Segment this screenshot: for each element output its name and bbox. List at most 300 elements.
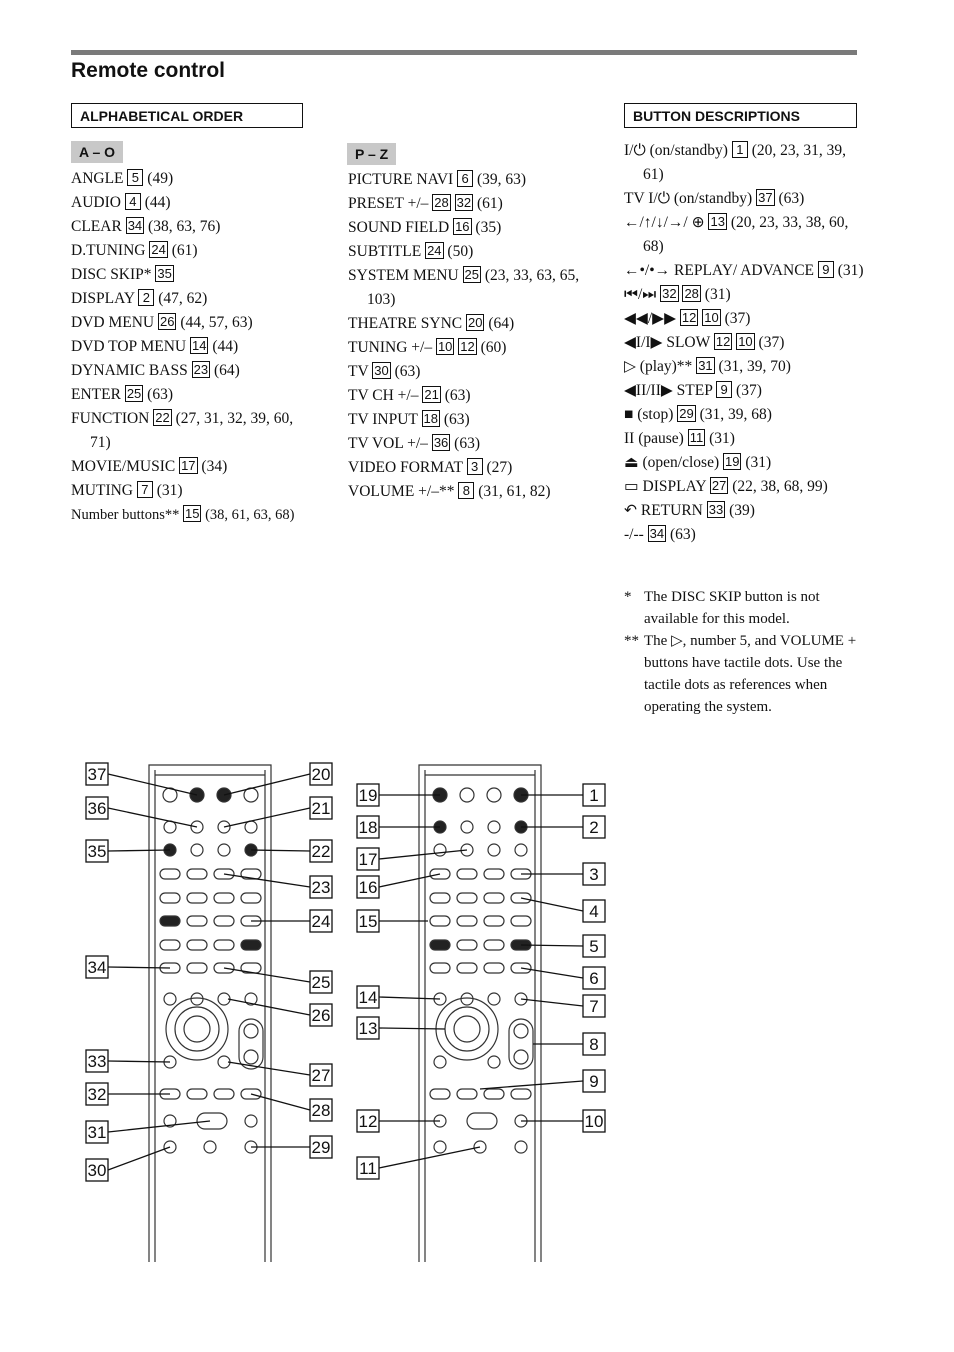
entry-label: ↶ RETURN: [624, 502, 703, 519]
callout-leader: [108, 1061, 170, 1062]
callout-leader: [108, 774, 197, 795]
entry-label: DISC SKIP*: [71, 266, 152, 283]
button-number-box: 26: [159, 314, 175, 329]
entry-page-refs: (35): [475, 219, 502, 236]
callout-label: 32: [87, 1085, 107, 1104]
callout-label: 29: [311, 1138, 331, 1157]
remote-oval-button: [214, 916, 234, 926]
entry-label: TV VOL +/–: [348, 435, 428, 452]
callout-label: 13: [358, 1019, 378, 1038]
button-number-box: 24: [151, 242, 166, 257]
remote-dpad-ring: [445, 1007, 489, 1051]
callout-label: 30: [87, 1161, 107, 1180]
entry-page-refs: (44): [144, 194, 171, 211]
remote-body: [149, 765, 271, 1262]
remote-button: [488, 821, 500, 833]
callout-label: 17: [358, 850, 378, 869]
callout-label: 1: [589, 786, 599, 805]
callout-number: [310, 840, 332, 862]
entry-label: VOLUME +/–**: [348, 483, 455, 500]
callout-label: 35: [87, 842, 107, 861]
entry-page-refs: (61): [476, 195, 503, 212]
remote-button: [164, 993, 176, 1005]
entry-label: I/⏻ (on/standby): [624, 142, 728, 159]
entry-page-refs: (63): [444, 387, 471, 404]
remote-oval-button: [457, 940, 477, 950]
entry-label: SYSTEM MENU: [348, 267, 459, 284]
entry-page-refs: (34): [201, 458, 228, 475]
entry-label: DVD MENU: [71, 314, 155, 331]
entry-page-refs: (31): [704, 286, 731, 303]
callout-leader: [379, 874, 440, 887]
button-number-box: 34: [649, 526, 665, 541]
remote-button: [515, 844, 527, 856]
remote-oval-button: [187, 1089, 207, 1099]
remote-volume-minus: [514, 1050, 528, 1064]
entry-page-refs: (63): [778, 190, 805, 207]
tag-a-o: A – O: [71, 141, 123, 163]
remote-oval-button: [187, 940, 207, 950]
button-number-box: 31: [698, 358, 713, 373]
button-number-box: 36: [433, 435, 449, 450]
callout-leader: [251, 1094, 310, 1110]
entry-page-refs: (31): [156, 482, 183, 499]
callout-leader: [224, 968, 310, 982]
remote-button: [434, 1056, 446, 1068]
callout-leader: [108, 967, 170, 968]
entry-page-refs: (20, 23, 33, 38, 60, 68): [643, 214, 849, 255]
button-number-box: 6: [457, 170, 473, 187]
entry-label: ⏮/⏭: [624, 286, 657, 303]
remote-oval-button: [187, 893, 207, 903]
button-number-box: 35: [157, 266, 172, 281]
remote-volume: [509, 1019, 533, 1069]
remote-oval-button: [484, 963, 504, 973]
entry-label: PICTURE NAVI: [348, 171, 454, 188]
callout-leader: [379, 850, 467, 859]
callout-label: 11: [359, 1159, 377, 1178]
remote-volume-minus: [244, 1050, 258, 1064]
callout-number: [86, 840, 108, 862]
footnote-text: The DISC SKIP button is not available for this model.: [644, 589, 820, 627]
entry-label: ENTER: [71, 386, 121, 403]
remote-oval-button: [484, 940, 504, 950]
remote-button: [245, 821, 257, 833]
button-number-box: 9: [818, 261, 834, 278]
button-number-box: 18: [423, 411, 438, 426]
button-number-box: 25: [464, 267, 480, 282]
footnote-mark: *: [624, 589, 632, 605]
button-number-box: 29: [679, 406, 694, 421]
remote-button: [515, 1141, 527, 1153]
entry-label: TV CH +/–: [348, 387, 419, 404]
remote-play-button: [197, 1113, 227, 1129]
entry-label: TV INPUT: [348, 411, 418, 428]
button-number-box: 33: [708, 502, 724, 517]
callout-label: 6: [589, 969, 599, 988]
callout-label: 26: [311, 1006, 331, 1025]
entry-page-refs: (38, 63, 76): [148, 218, 221, 235]
button-number-box: 19: [725, 454, 740, 469]
remote-button: [434, 844, 446, 856]
callout-number: [86, 1121, 108, 1143]
callout-number: [357, 910, 379, 932]
remote-oval-button: [484, 916, 504, 926]
button-number-box: 30: [374, 363, 389, 378]
entry-label: TUNING +/–: [348, 339, 433, 356]
callout-number: [357, 1110, 379, 1132]
entry-page-refs: (63): [394, 363, 421, 380]
remote-enter: [184, 1016, 210, 1042]
entry-page-refs: (39): [729, 502, 755, 519]
callout-number: [357, 1017, 379, 1039]
remote-button: [204, 1141, 216, 1153]
remote-volume-plus: [514, 1024, 528, 1038]
remote-oval-button: [187, 916, 207, 926]
button-number-box: 17: [181, 458, 196, 473]
callout-number: [583, 863, 605, 885]
remote-oval-button: [457, 1089, 477, 1099]
callout-label: 7: [589, 997, 599, 1016]
entry-page-refs: (31): [709, 430, 735, 447]
callout-number: [310, 763, 332, 785]
remote-oval-button: [430, 893, 450, 903]
entry-label: ▭ DISPLAY: [624, 478, 706, 495]
callout-leader: [228, 1062, 310, 1075]
entry-label: PRESET +/–: [348, 195, 429, 212]
callout-number: [583, 995, 605, 1017]
callout-leader: [228, 999, 310, 1015]
entry-page-refs: (38, 61, 63, 68): [205, 507, 295, 523]
remote-oval-button: [484, 869, 504, 879]
entry-page-refs: (27): [486, 459, 513, 476]
remote-button: [245, 1115, 257, 1127]
remote-oval-button: [214, 893, 234, 903]
entry-label: CLEAR: [71, 218, 122, 235]
remote-button: [191, 993, 203, 1005]
button-number-box: 32: [456, 195, 472, 210]
button-number-box: 32: [662, 286, 677, 301]
button-number-box: 10: [437, 339, 453, 354]
entry-page-refs: (61): [171, 242, 198, 259]
callout-label: 5: [589, 937, 599, 956]
remote-button: [487, 788, 501, 802]
callout-number: [310, 910, 332, 932]
button-number-box: 24: [427, 243, 442, 258]
button-number-box: 22: [155, 410, 170, 425]
button-number-box: 13: [710, 214, 725, 229]
entry-page-refs: (27, 31, 32, 39, 60, 71): [90, 410, 294, 451]
callout-number: [357, 784, 379, 806]
remote-button: [488, 1056, 500, 1068]
callout-label: 21: [311, 799, 331, 818]
callout-label: 12: [358, 1112, 378, 1131]
entry-label: TV: [348, 363, 369, 380]
callout-number: [583, 816, 605, 838]
button-number-box: 10: [738, 334, 753, 349]
remote-oval-button: [457, 893, 477, 903]
callout-number: [583, 1070, 605, 1092]
entry-label: II (pause): [624, 430, 684, 447]
callout-label: 27: [311, 1066, 331, 1085]
entry-page-refs: (44, 57, 63): [180, 314, 253, 331]
button-number-box: 10: [704, 310, 719, 325]
button-number-box: 21: [424, 387, 439, 402]
entry-page-refs: (47, 62): [158, 290, 208, 307]
button-number-box: 27: [711, 478, 727, 493]
callout-number: [357, 816, 379, 838]
remote-oval-button: [430, 1089, 450, 1099]
button-number-box: 23: [193, 362, 209, 377]
callout-label: 24: [311, 912, 331, 931]
entry-label: SUBTITLE: [348, 243, 422, 260]
entry-page-refs: (31, 61, 82): [478, 483, 551, 500]
button-number-box: 28: [434, 195, 449, 210]
remote-body: [419, 765, 541, 1262]
entry-page-refs: (64): [213, 362, 240, 379]
remote-button: [461, 821, 473, 833]
entry-label: -/--: [624, 526, 644, 543]
entry-label: DISPLAY: [71, 290, 135, 307]
remote-oval-button: [214, 1089, 234, 1099]
remote-oval-button: [511, 916, 531, 926]
entry-page-refs: (63): [670, 526, 696, 543]
remote-button: [164, 821, 176, 833]
entry-label: D.TUNING: [71, 242, 146, 259]
remote-oval-button: [430, 940, 450, 950]
button-number-box: 15: [184, 506, 200, 521]
callout-number: [310, 971, 332, 993]
remote-oval-button: [430, 963, 450, 973]
callout-number: [583, 967, 605, 989]
button-number-box: 2: [138, 289, 154, 306]
callout-label: 34: [87, 958, 107, 977]
callout-leader: [251, 850, 310, 851]
callout-leader: [379, 1147, 480, 1168]
button-number-box: 12: [460, 339, 475, 354]
remote-oval-button: [241, 940, 261, 950]
callout-number: [86, 797, 108, 819]
callout-number: [357, 848, 379, 870]
remote-oval-button: [160, 869, 180, 879]
callout-leader: [480, 1081, 583, 1089]
remote-oval-button: [457, 916, 477, 926]
remote-button: [434, 1141, 446, 1153]
entry-label: ■ (stop): [624, 406, 674, 423]
remote-button: [218, 844, 230, 856]
callout-leader: [521, 898, 583, 911]
button-number-box: 28: [684, 286, 699, 301]
callout-label: 15: [358, 912, 378, 931]
callout-leader: [224, 774, 310, 795]
callout-label: 20: [311, 765, 331, 784]
button-number-box: 12: [715, 334, 731, 349]
remote-oval-button: [187, 963, 207, 973]
callout-number: [86, 956, 108, 978]
entry-page-refs: (63): [147, 386, 173, 403]
button-number-box: 5: [127, 169, 143, 186]
entry-label: VIDEO FORMAT: [348, 459, 463, 476]
entry-page-refs: (44): [212, 338, 239, 355]
button-number-box: 8: [458, 482, 474, 499]
entry-page-refs: (37): [724, 310, 751, 327]
entry-label: ⏏ (open/close): [624, 454, 720, 471]
callout-label: 3: [589, 865, 599, 884]
entry-label: FUNCTION: [71, 410, 150, 427]
callout-label: 16: [358, 878, 378, 897]
remote-button: [461, 993, 473, 1005]
remote-oval-button: [241, 893, 261, 903]
remote-volume-plus: [244, 1024, 258, 1038]
entry-page-refs: (37): [736, 382, 762, 399]
callout-number: [310, 1004, 332, 1026]
button-number-box: 14: [192, 338, 207, 353]
entry-label: ◀I/I▶ SLOW: [624, 334, 710, 351]
callout-label: 10: [584, 1112, 604, 1131]
entry-page-refs: (64): [488, 315, 515, 332]
callout-label: 36: [87, 799, 107, 818]
callout-number: [310, 1099, 332, 1121]
callout-leader: [379, 1028, 445, 1029]
entry-label: TV I/⏻ (on/standby): [624, 190, 753, 207]
callout-label: 28: [311, 1101, 331, 1120]
button-number-box: 3: [467, 458, 483, 475]
callout-number: [357, 876, 379, 898]
callout-label: 4: [589, 902, 599, 921]
remote-oval-button: [484, 1089, 504, 1099]
callout-label: 22: [311, 842, 331, 861]
remote-oval-button: [511, 1089, 531, 1099]
callout-number: [86, 1159, 108, 1181]
callout-number: [357, 986, 379, 1008]
button-number-box: 16: [455, 219, 470, 234]
button-number-box: 4: [125, 193, 141, 210]
remote-oval-button: [160, 893, 180, 903]
entry-page-refs: (60): [480, 339, 507, 356]
callout-leader: [108, 850, 170, 851]
header-button-descriptions: BUTTON DESCRIPTIONS: [624, 103, 857, 128]
callout-leader: [224, 874, 310, 887]
footnote-text: The ▷, number 5, and VOLUME + buttons have tactile dots. Use the tactile dots as references when operating the system.: [644, 633, 857, 715]
callout-number: [310, 1064, 332, 1086]
callout-label: 23: [311, 878, 331, 897]
entry-page-refs: (23, 33, 63, 65, 103): [367, 267, 580, 308]
entry-label: ←/↑/↓/→/ ⊕: [624, 214, 705, 231]
entry-label: DVD TOP MENU: [71, 338, 187, 355]
entry-label: ▷ (play)**: [624, 358, 693, 375]
entry-label: THEATRE SYNC: [348, 315, 463, 332]
callout-leader: [379, 997, 440, 999]
footnote-mark: **: [624, 633, 639, 649]
button-number-box: 9: [716, 381, 732, 398]
remote-oval-button: [160, 916, 180, 926]
entry-label: MUTING: [71, 482, 133, 499]
callout-number: [86, 1050, 108, 1072]
entry-label: Number buttons**: [71, 507, 180, 523]
entry-page-refs: (37): [758, 334, 785, 351]
entry-label: SOUND FIELD: [348, 219, 450, 236]
header-alphabetical-order: ALPHABETICAL ORDER: [71, 103, 303, 128]
entry-page-refs: (39, 63): [476, 171, 527, 188]
callout-number: [86, 1083, 108, 1105]
callout-number: [583, 1033, 605, 1055]
entry-label: ◀◀/▶▶: [624, 310, 676, 327]
remote-oval-button: [187, 869, 207, 879]
callout-leader: [108, 1121, 210, 1132]
remote-oval-button: [160, 940, 180, 950]
entry-label: ANGLE: [71, 170, 124, 187]
remote-play-button: [467, 1113, 497, 1129]
remote-button: [488, 993, 500, 1005]
remote-button: [191, 844, 203, 856]
callout-number: [583, 784, 605, 806]
entry-label: ←•/•→ REPLAY/ ADVANCE: [624, 262, 814, 279]
remote-oval-button: [214, 940, 234, 950]
entry-label: MOVIE/MUSIC: [71, 458, 176, 475]
callout-label: 14: [358, 988, 378, 1007]
callout-leader: [521, 999, 583, 1006]
button-number-box: 25: [126, 386, 142, 401]
callout-leader: [108, 1147, 170, 1170]
entry-page-refs: (63): [454, 435, 480, 452]
callout-label: 2: [589, 818, 599, 837]
callout-number: [310, 797, 332, 819]
button-number-box: 34: [127, 218, 143, 233]
callout-number: [310, 1136, 332, 1158]
entry-page-refs: (20, 23, 31, 39, 61): [643, 142, 846, 183]
entry-page-refs: (31, 39, 68): [699, 406, 772, 423]
button-number-box: 20: [467, 315, 483, 330]
remote-oval-button: [430, 916, 450, 926]
callout-leader: [108, 808, 197, 827]
button-number-box: 12: [681, 310, 697, 325]
remote-button: [460, 788, 474, 802]
entry-page-refs: (31): [745, 454, 772, 471]
remote-dpad-ring: [175, 1007, 219, 1051]
callout-label: 31: [87, 1123, 107, 1142]
callout-number: [357, 1157, 379, 1179]
entry-page-refs: (63): [443, 411, 470, 428]
callout-label: 25: [311, 973, 331, 992]
entry-page-refs: (31): [837, 262, 864, 279]
callout-number: [583, 900, 605, 922]
button-number-box: 1: [732, 141, 748, 158]
callout-label: 33: [87, 1052, 107, 1071]
page-title: Remote control: [71, 59, 226, 82]
button-number-box: 11: [689, 430, 704, 445]
remote-button: [488, 844, 500, 856]
tag-p-z: P – Z: [347, 143, 396, 165]
entry-page-refs: (22, 38, 68, 99): [732, 478, 828, 495]
callout-label: 9: [589, 1072, 599, 1091]
callout-label: 8: [589, 1035, 599, 1054]
remote-oval-button: [457, 869, 477, 879]
callout-label: 19: [358, 786, 378, 805]
remote-volume: [239, 1019, 263, 1069]
callout-label: 18: [358, 818, 378, 837]
callout-number: [310, 876, 332, 898]
callout-leader: [521, 968, 583, 978]
callout-number: [583, 935, 605, 957]
callout-number: [86, 763, 108, 785]
callout-leader: [224, 808, 310, 827]
entry-label: DYNAMIC BASS: [71, 362, 188, 379]
entry-page-refs: (31, 39, 70): [718, 358, 791, 375]
remote-oval-button: [457, 963, 477, 973]
button-number-box: 37: [758, 190, 773, 205]
remote-oval-button: [484, 893, 504, 903]
remote-enter: [454, 1016, 480, 1042]
